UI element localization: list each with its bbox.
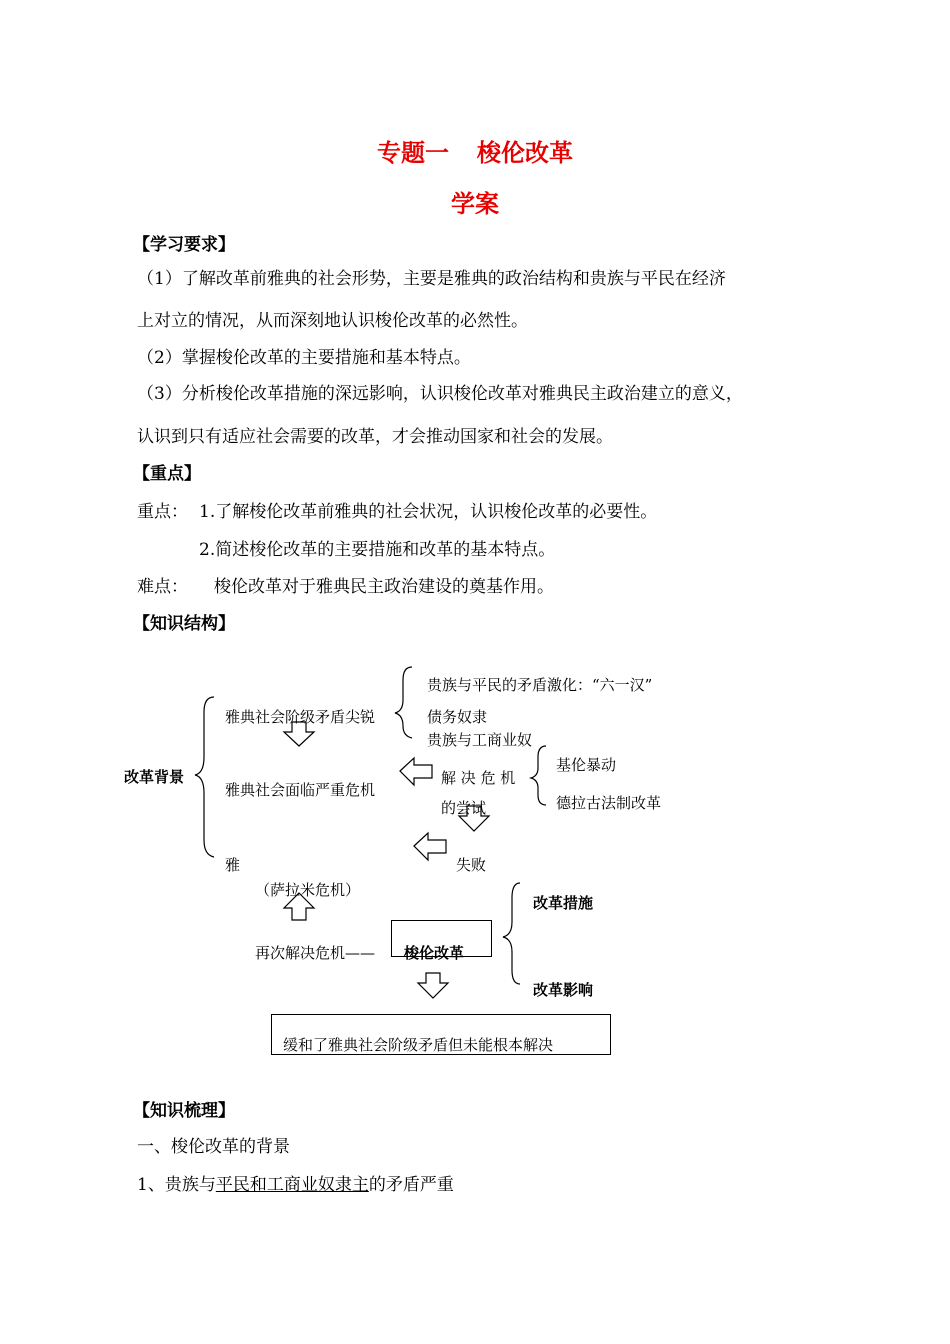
requirement-1-line-2: 上对立的情况，从而深刻地认识梭伦改革的必然性。 (137, 311, 528, 331)
node-reform-influence: 改革影响 (533, 981, 594, 999)
conflict-item-3: 贵族与工商业奴 (427, 731, 533, 749)
conflict-item-1: 贵族与平民的矛盾激化：“六一汉” (427, 676, 653, 694)
node-class-conflict: 雅典社会阶级矛盾尖锐 (225, 708, 376, 726)
attempt-item-1: 基伦暴动 (556, 756, 617, 774)
page-subtitle: 学案 (451, 190, 499, 218)
page-title: 专题一 梭伦改革 (377, 139, 573, 167)
key-point-2: 2.简述梭伦改革的主要措施和改革的基本特点。 (199, 540, 556, 560)
node-reform-measures: 改革措施 (533, 894, 594, 912)
review-item-1: 1、贵族与平民和工商业奴隶主的矛盾严重 (137, 1175, 454, 1195)
conflict-item-2: 债务奴隶 (427, 708, 488, 726)
arrow-left-1 (400, 758, 432, 785)
requirement-3-line-2: 认识到只有适应社会需要的改革，才会推动国家和社会的发展。 (137, 427, 613, 447)
node-result: 缓和了雅典社会阶级矛盾但未能根本解决 (283, 1036, 554, 1054)
arrow-down-3 (418, 973, 448, 998)
node-failure: 失败 (456, 856, 487, 874)
overlap-mask-1 (545, 728, 655, 742)
node-salamis-crisis: （萨拉米危机） (255, 881, 361, 899)
attempt-brace (531, 746, 546, 805)
node-serious-crisis: 雅典社会面临严重危机 (225, 781, 376, 799)
key-point-1: 1.了解梭伦改革前雅典的社会状况，认识梭伦改革的必要性。 (199, 502, 658, 522)
node-crisis-attempt-line-1: 解 决 危 机 (441, 769, 516, 787)
node-worsening-crisis: 雅 (225, 856, 241, 874)
section-heading-requirements: 【学习要求】 (133, 235, 235, 255)
node-solon-reform: 梭伦改革 (404, 944, 465, 962)
requirement-2: （2）掌握梭伦改革的主要措施和基本特点。 (137, 348, 471, 368)
review-part-1-heading: 一、梭伦改革的背景 (137, 1137, 290, 1157)
key-label: 重点： (137, 502, 188, 522)
attempt-item-2: 德拉古法制改革 (556, 794, 662, 812)
section-heading-key-points: 【重点】 (133, 464, 201, 484)
overlap-mask-2 (240, 853, 400, 873)
difficulty-point: 梭伦改革对于雅典民主政治建设的奠基作用。 (214, 577, 554, 597)
difficulty-label: 难点： (137, 577, 188, 597)
node-crisis-attempt-line-2: 的尝试 (441, 799, 487, 817)
conflict-brace (395, 667, 412, 738)
node-reform-background: 改革背景 (124, 768, 185, 786)
requirement-3-line-1: （3）分析梭伦改革措施的深远影响，认识梭伦改革对雅典民主政治建立的意义， (137, 384, 743, 404)
left-brace (195, 697, 214, 857)
measures-brace (503, 883, 520, 984)
section-heading-review: 【知识梳理】 (133, 1101, 235, 1121)
requirement-1-line-1: （1）了解改革前雅典的社会形势，主要是雅典的政治结构和贵族与平民在经济 (137, 269, 726, 289)
arrow-left-2 (414, 833, 446, 860)
section-heading-structure: 【知识结构】 (133, 614, 235, 634)
node-solve-again: 再次解决危机—— (255, 944, 376, 962)
